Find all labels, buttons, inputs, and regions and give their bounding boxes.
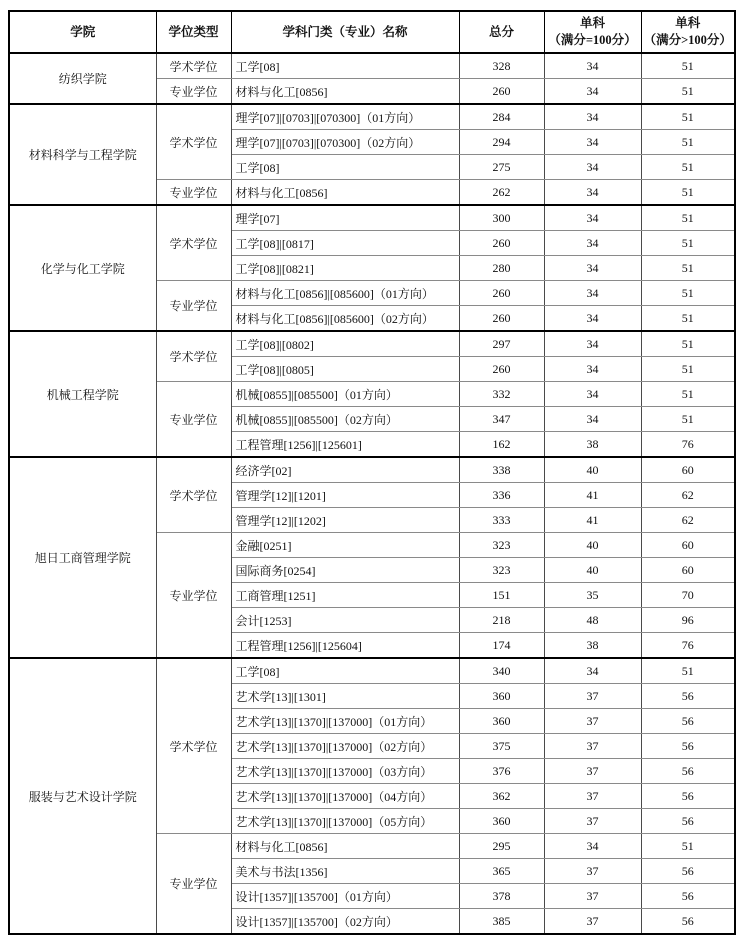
major-cell: 艺术学[13]|[1301] bbox=[231, 684, 459, 709]
single-gt100-cell: 62 bbox=[641, 508, 735, 533]
header-row bbox=[9, 11, 735, 53]
major-cell: 经济学[02] bbox=[231, 457, 459, 483]
single-eq100-cell: 34 bbox=[544, 306, 641, 332]
single-gt100-cell: 51 bbox=[641, 256, 735, 281]
single-eq100-cell: 34 bbox=[544, 658, 641, 684]
single-gt100-cell: 76 bbox=[641, 432, 735, 458]
college-cell: 机械工程学院 bbox=[9, 331, 156, 457]
total-cell: 260 bbox=[459, 306, 544, 332]
college-cell: 材料科学与工程学院 bbox=[9, 104, 156, 205]
total-cell: 362 bbox=[459, 784, 544, 809]
college-cell: 纺织学院 bbox=[9, 53, 156, 104]
single-gt100-cell: 60 bbox=[641, 558, 735, 583]
single-gt100-cell: 51 bbox=[641, 205, 735, 231]
major-cell: 美术与书法[1356] bbox=[231, 859, 459, 884]
total-cell: 333 bbox=[459, 508, 544, 533]
single-eq100-cell: 37 bbox=[544, 784, 641, 809]
single-gt100-cell: 51 bbox=[641, 357, 735, 382]
total-cell: 332 bbox=[459, 382, 544, 407]
degree-cell: 专业学位 bbox=[156, 382, 231, 458]
header-single-gt100-line1: 单科 bbox=[675, 16, 701, 31]
single-gt100-cell: 60 bbox=[641, 457, 735, 483]
college-cell: 旭日工商管理学院 bbox=[9, 457, 156, 658]
major-cell: 工学[08]|[0802] bbox=[231, 331, 459, 357]
single-eq100-cell: 38 bbox=[544, 432, 641, 458]
single-eq100-cell: 34 bbox=[544, 79, 641, 105]
degree-cell: 专业学位 bbox=[156, 834, 231, 935]
single-eq100-cell: 37 bbox=[544, 909, 641, 935]
major-cell: 管理学[12]|[1201] bbox=[231, 483, 459, 508]
single-gt100-cell: 51 bbox=[641, 180, 735, 206]
total-cell: 328 bbox=[459, 53, 544, 79]
single-gt100-cell: 51 bbox=[641, 155, 735, 180]
major-cell: 材料与化工[0856]|[085600]（01方向） bbox=[231, 281, 459, 306]
major-cell: 会计[1253] bbox=[231, 608, 459, 633]
total-cell: 360 bbox=[459, 809, 544, 834]
single-gt100-cell: 51 bbox=[641, 834, 735, 859]
total-cell: 275 bbox=[459, 155, 544, 180]
degree-cell: 学术学位 bbox=[156, 658, 231, 834]
header-single-eq100-line1: 单科 bbox=[579, 16, 605, 31]
total-cell: 218 bbox=[459, 608, 544, 633]
header-college: 学院 bbox=[9, 11, 156, 53]
major-cell: 工学[08]|[0805] bbox=[231, 357, 459, 382]
single-gt100-cell: 56 bbox=[641, 884, 735, 909]
major-cell: 工商管理[1251] bbox=[231, 583, 459, 608]
header-major: 学科门类（专业）名称 bbox=[231, 11, 459, 53]
single-eq100-cell: 34 bbox=[544, 382, 641, 407]
single-eq100-cell: 34 bbox=[544, 231, 641, 256]
degree-cell: 专业学位 bbox=[156, 281, 231, 332]
single-eq100-cell: 34 bbox=[544, 407, 641, 432]
single-eq100-cell: 34 bbox=[544, 130, 641, 155]
single-eq100-cell: 34 bbox=[544, 256, 641, 281]
header-single-eq100-line2: （满分=100分） bbox=[548, 33, 637, 47]
single-eq100-cell: 40 bbox=[544, 558, 641, 583]
single-eq100-cell: 34 bbox=[544, 53, 641, 79]
major-cell: 理学[07]|[0703]|[070300]（01方向） bbox=[231, 104, 459, 130]
single-eq100-cell: 34 bbox=[544, 834, 641, 859]
total-cell: 260 bbox=[459, 231, 544, 256]
single-gt100-cell: 51 bbox=[641, 658, 735, 684]
single-eq100-cell: 41 bbox=[544, 508, 641, 533]
single-eq100-cell: 37 bbox=[544, 734, 641, 759]
single-eq100-cell: 34 bbox=[544, 155, 641, 180]
single-eq100-cell: 41 bbox=[544, 483, 641, 508]
total-cell: 260 bbox=[459, 357, 544, 382]
total-cell: 375 bbox=[459, 734, 544, 759]
major-cell: 工学[08]|[0821] bbox=[231, 256, 459, 281]
major-cell: 艺术学[13]|[1370]|[137000]（02方向） bbox=[231, 734, 459, 759]
major-cell: 材料与化工[0856] bbox=[231, 180, 459, 206]
single-gt100-cell: 96 bbox=[641, 608, 735, 633]
single-gt100-cell: 51 bbox=[641, 407, 735, 432]
total-cell: 260 bbox=[459, 281, 544, 306]
total-cell: 347 bbox=[459, 407, 544, 432]
table-row bbox=[9, 331, 735, 357]
single-gt100-cell: 56 bbox=[641, 734, 735, 759]
total-cell: 323 bbox=[459, 558, 544, 583]
single-gt100-cell: 51 bbox=[641, 130, 735, 155]
college-cell: 化学与化工学院 bbox=[9, 205, 156, 331]
total-cell: 260 bbox=[459, 79, 544, 105]
degree-cell: 专业学位 bbox=[156, 533, 231, 659]
major-cell: 材料与化工[0856]|[085600]（02方向） bbox=[231, 306, 459, 332]
single-gt100-cell: 56 bbox=[641, 709, 735, 734]
single-gt100-cell: 76 bbox=[641, 633, 735, 659]
major-cell: 金融[0251] bbox=[231, 533, 459, 558]
major-cell: 材料与化工[0856] bbox=[231, 834, 459, 859]
single-eq100-cell: 34 bbox=[544, 180, 641, 206]
single-eq100-cell: 37 bbox=[544, 884, 641, 909]
single-gt100-cell: 51 bbox=[641, 53, 735, 79]
single-gt100-cell: 56 bbox=[641, 809, 735, 834]
total-cell: 338 bbox=[459, 457, 544, 483]
total-cell: 174 bbox=[459, 633, 544, 659]
major-cell: 艺术学[13]|[1370]|[137000]（04方向） bbox=[231, 784, 459, 809]
total-cell: 297 bbox=[459, 331, 544, 357]
single-gt100-cell: 51 bbox=[641, 382, 735, 407]
single-gt100-cell: 70 bbox=[641, 583, 735, 608]
single-eq100-cell: 37 bbox=[544, 809, 641, 834]
total-cell: 385 bbox=[459, 909, 544, 935]
single-eq100-cell: 40 bbox=[544, 457, 641, 483]
single-eq100-cell: 38 bbox=[544, 633, 641, 659]
degree-cell: 专业学位 bbox=[156, 180, 231, 206]
total-cell: 365 bbox=[459, 859, 544, 884]
single-eq100-cell: 40 bbox=[544, 533, 641, 558]
table-row bbox=[9, 53, 735, 79]
table-row bbox=[9, 104, 735, 130]
degree-cell: 学术学位 bbox=[156, 104, 231, 180]
single-eq100-cell: 37 bbox=[544, 859, 641, 884]
single-gt100-cell: 60 bbox=[641, 533, 735, 558]
single-eq100-cell: 37 bbox=[544, 759, 641, 784]
single-gt100-cell: 51 bbox=[641, 104, 735, 130]
total-cell: 151 bbox=[459, 583, 544, 608]
major-cell: 艺术学[13]|[1370]|[137000]（01方向） bbox=[231, 709, 459, 734]
single-eq100-cell: 34 bbox=[544, 104, 641, 130]
major-cell: 机械[0855]|[085500]（01方向） bbox=[231, 382, 459, 407]
major-cell: 机械[0855]|[085500]（02方向） bbox=[231, 407, 459, 432]
single-gt100-cell: 51 bbox=[641, 281, 735, 306]
total-cell: 300 bbox=[459, 205, 544, 231]
total-cell: 284 bbox=[459, 104, 544, 130]
degree-cell: 专业学位 bbox=[156, 79, 231, 105]
total-cell: 376 bbox=[459, 759, 544, 784]
major-cell: 工程管理[1256]|[125604] bbox=[231, 633, 459, 659]
header-single-gt100-line2: （满分>100分） bbox=[643, 33, 732, 47]
single-eq100-cell: 34 bbox=[544, 281, 641, 306]
major-cell: 工学[08]|[0817] bbox=[231, 231, 459, 256]
college-cell: 服装与艺术设计学院 bbox=[9, 658, 156, 934]
single-gt100-cell: 56 bbox=[641, 759, 735, 784]
header-single-eq100 bbox=[544, 11, 641, 53]
header-single-gt100 bbox=[641, 11, 735, 53]
major-cell: 设计[1357]|[135700]（02方向） bbox=[231, 909, 459, 935]
single-gt100-cell: 56 bbox=[641, 859, 735, 884]
single-eq100-cell: 35 bbox=[544, 583, 641, 608]
single-eq100-cell: 34 bbox=[544, 331, 641, 357]
major-cell: 管理学[12]|[1202] bbox=[231, 508, 459, 533]
admission-score-table bbox=[8, 10, 736, 935]
single-eq100-cell: 48 bbox=[544, 608, 641, 633]
degree-cell: 学术学位 bbox=[156, 457, 231, 533]
total-cell: 262 bbox=[459, 180, 544, 206]
major-cell: 理学[07]|[0703]|[070300]（02方向） bbox=[231, 130, 459, 155]
single-gt100-cell: 62 bbox=[641, 483, 735, 508]
total-cell: 340 bbox=[459, 658, 544, 684]
total-cell: 162 bbox=[459, 432, 544, 458]
major-cell: 艺术学[13]|[1370]|[137000]（03方向） bbox=[231, 759, 459, 784]
major-cell: 理学[07] bbox=[231, 205, 459, 231]
total-cell: 378 bbox=[459, 884, 544, 909]
total-cell: 360 bbox=[459, 709, 544, 734]
total-cell: 280 bbox=[459, 256, 544, 281]
major-cell: 工学[08] bbox=[231, 155, 459, 180]
single-eq100-cell: 37 bbox=[544, 684, 641, 709]
table-row bbox=[9, 457, 735, 483]
single-gt100-cell: 51 bbox=[641, 331, 735, 357]
total-cell: 360 bbox=[459, 684, 544, 709]
major-cell: 国际商务[0254] bbox=[231, 558, 459, 583]
major-cell: 艺术学[13]|[1370]|[137000]（05方向） bbox=[231, 809, 459, 834]
single-gt100-cell: 56 bbox=[641, 784, 735, 809]
single-eq100-cell: 34 bbox=[544, 357, 641, 382]
major-cell: 材料与化工[0856] bbox=[231, 79, 459, 105]
single-gt100-cell: 51 bbox=[641, 306, 735, 332]
total-cell: 323 bbox=[459, 533, 544, 558]
table-row bbox=[9, 658, 735, 684]
major-cell: 工学[08] bbox=[231, 53, 459, 79]
header-degree-type: 学位类型 bbox=[156, 11, 231, 53]
degree-cell: 学术学位 bbox=[156, 53, 231, 79]
total-cell: 294 bbox=[459, 130, 544, 155]
major-cell: 工学[08] bbox=[231, 658, 459, 684]
header-total: 总分 bbox=[459, 11, 544, 53]
major-cell: 设计[1357]|[135700]（01方向） bbox=[231, 884, 459, 909]
single-gt100-cell: 51 bbox=[641, 231, 735, 256]
total-cell: 295 bbox=[459, 834, 544, 859]
degree-cell: 学术学位 bbox=[156, 205, 231, 281]
single-eq100-cell: 37 bbox=[544, 709, 641, 734]
single-gt100-cell: 56 bbox=[641, 684, 735, 709]
single-eq100-cell: 34 bbox=[544, 205, 641, 231]
table-row bbox=[9, 205, 735, 231]
single-gt100-cell: 56 bbox=[641, 909, 735, 935]
single-gt100-cell: 51 bbox=[641, 79, 735, 105]
degree-cell: 学术学位 bbox=[156, 331, 231, 382]
total-cell: 336 bbox=[459, 483, 544, 508]
major-cell: 工程管理[1256]|[125601] bbox=[231, 432, 459, 458]
